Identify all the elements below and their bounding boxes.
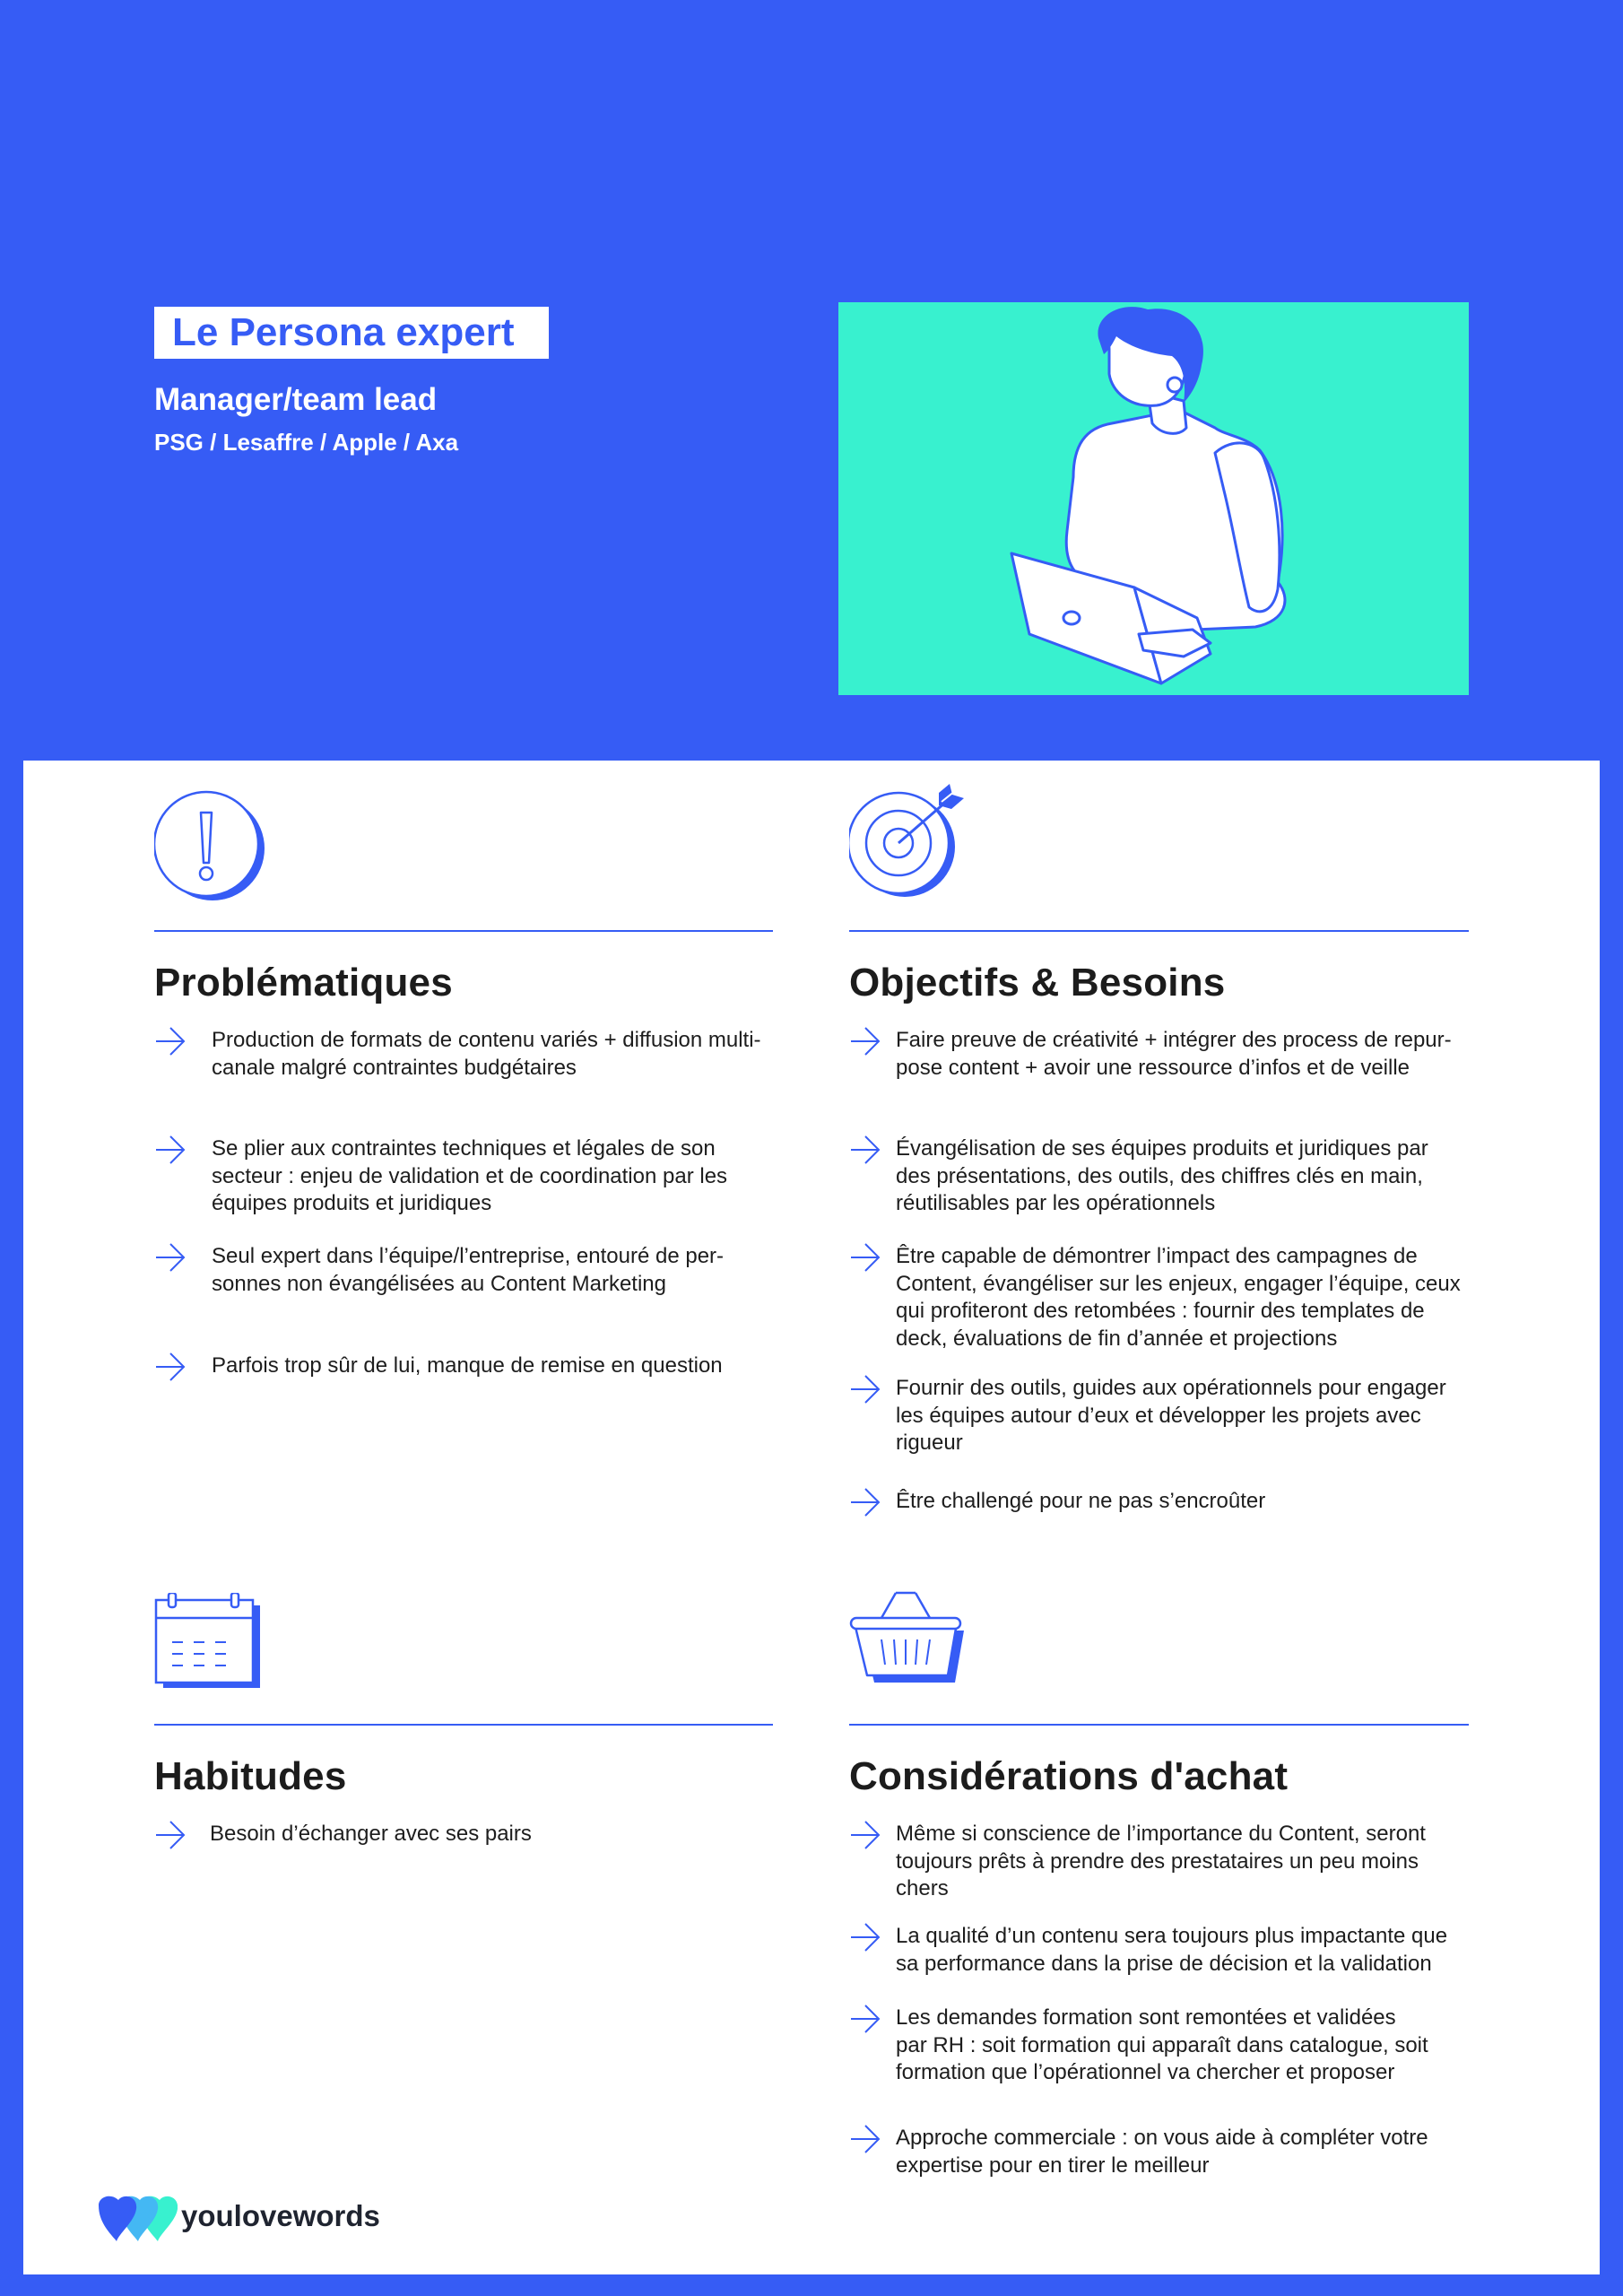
target-icon [849, 782, 975, 903]
brand-name: youlovewords [181, 2199, 380, 2232]
arrow-right-icon [154, 1351, 187, 1387]
section-title: Objectifs & Besoins [849, 961, 1226, 1004]
arrow-right-icon [849, 1486, 881, 1522]
persona-companies: PSG / Lesaffre / Apple / Axa [154, 429, 459, 456]
section-title: Habitudes [154, 1754, 347, 1798]
page-title: Le Persona expert [172, 310, 515, 354]
section-divider [154, 930, 773, 932]
section-problematiques: Problématiques Production de formats de contenu variés + diffusion multi- canale malgré contraintes budgétaires Se plier aux contraintes techniques et légales de son secteur : enjeu de validation et de coordination par les équipes produits et juridiques Seul expert dans l’équipe/l’entreprise, entouré de per- sonnes non évangélisées au Content Marketing Parfois trop sûr de lui, manque de remise en question [154, 787, 773, 1397]
title-badge [154, 307, 549, 359]
section-divider [154, 1724, 773, 1726]
arrow-right-icon [849, 1373, 881, 1409]
section-title: Problématiques [154, 961, 453, 1004]
arrow-right-icon [849, 1921, 881, 1957]
arrow-right-icon [154, 1819, 187, 1855]
section-considerations: Considérations d'achat Même si conscience de l’importance du Content, seront toujours prêts à prendre des prestataires un peu moins chers La qualité d’un contenu sera toujours plus impactante que sa performance dans la prise de décision et la validation Les demandes formation sont remontées et validées par RH : soit formation qui apparaît dans catalogue, soit formation que l’opérationnel va chercher et proposer Approche commerciale : on vous aide à compléter votre expertise pour en tirer le meilleur [849, 1589, 1477, 2181]
basket-icon [849, 1589, 969, 1684]
section-habitudes: Habitudes Besoin d’échanger avec ses pairs [154, 1593, 773, 1862]
arrow-right-icon [849, 2003, 881, 2039]
persona-role: Manager/team lead [154, 382, 438, 417]
section-objectifs: Objectifs & Besoins Faire preuve de créativité + intégrer des process de repur- pose content + avoir une ressource d’infos et de veille Évangélisation de ses équipes produits et juridiques par des présentations, des outils, des chiffres clés en main, réutilisables par les opérationnels Être capable de démontrer l’impact des campagnes de Content, évangéliser sur les enjeux, engager l’équipe, ceux qui profiteront des retombées : fournir des templates de deck, évaluations de fin d’année et projections Fournir des outils, guides aux opérationnels pour engager les équipes autour d’eux et développer les projets avec rigueur Être challengé pour ne pas s’encroûter [849, 782, 1477, 1526]
arrow-right-icon [154, 1241, 187, 1277]
section-title: Considérations d'achat [849, 1754, 1289, 1798]
arrow-right-icon [849, 2123, 881, 2159]
hero-illustration [838, 302, 1469, 695]
exclamation-icon [154, 787, 271, 904]
arrow-right-icon [849, 1241, 881, 1277]
arrow-right-icon [154, 1025, 187, 1061]
section-divider [849, 930, 1469, 932]
section-divider [849, 1724, 1469, 1726]
arrow-right-icon [849, 1134, 881, 1170]
hearts-logo-icon [97, 2195, 178, 2248]
arrow-right-icon [154, 1134, 187, 1170]
arrow-right-icon [849, 1819, 881, 1855]
calendar-icon [154, 1593, 265, 1692]
arrow-right-icon [849, 1025, 881, 1061]
person-at-laptop-illustration [838, 302, 1469, 695]
